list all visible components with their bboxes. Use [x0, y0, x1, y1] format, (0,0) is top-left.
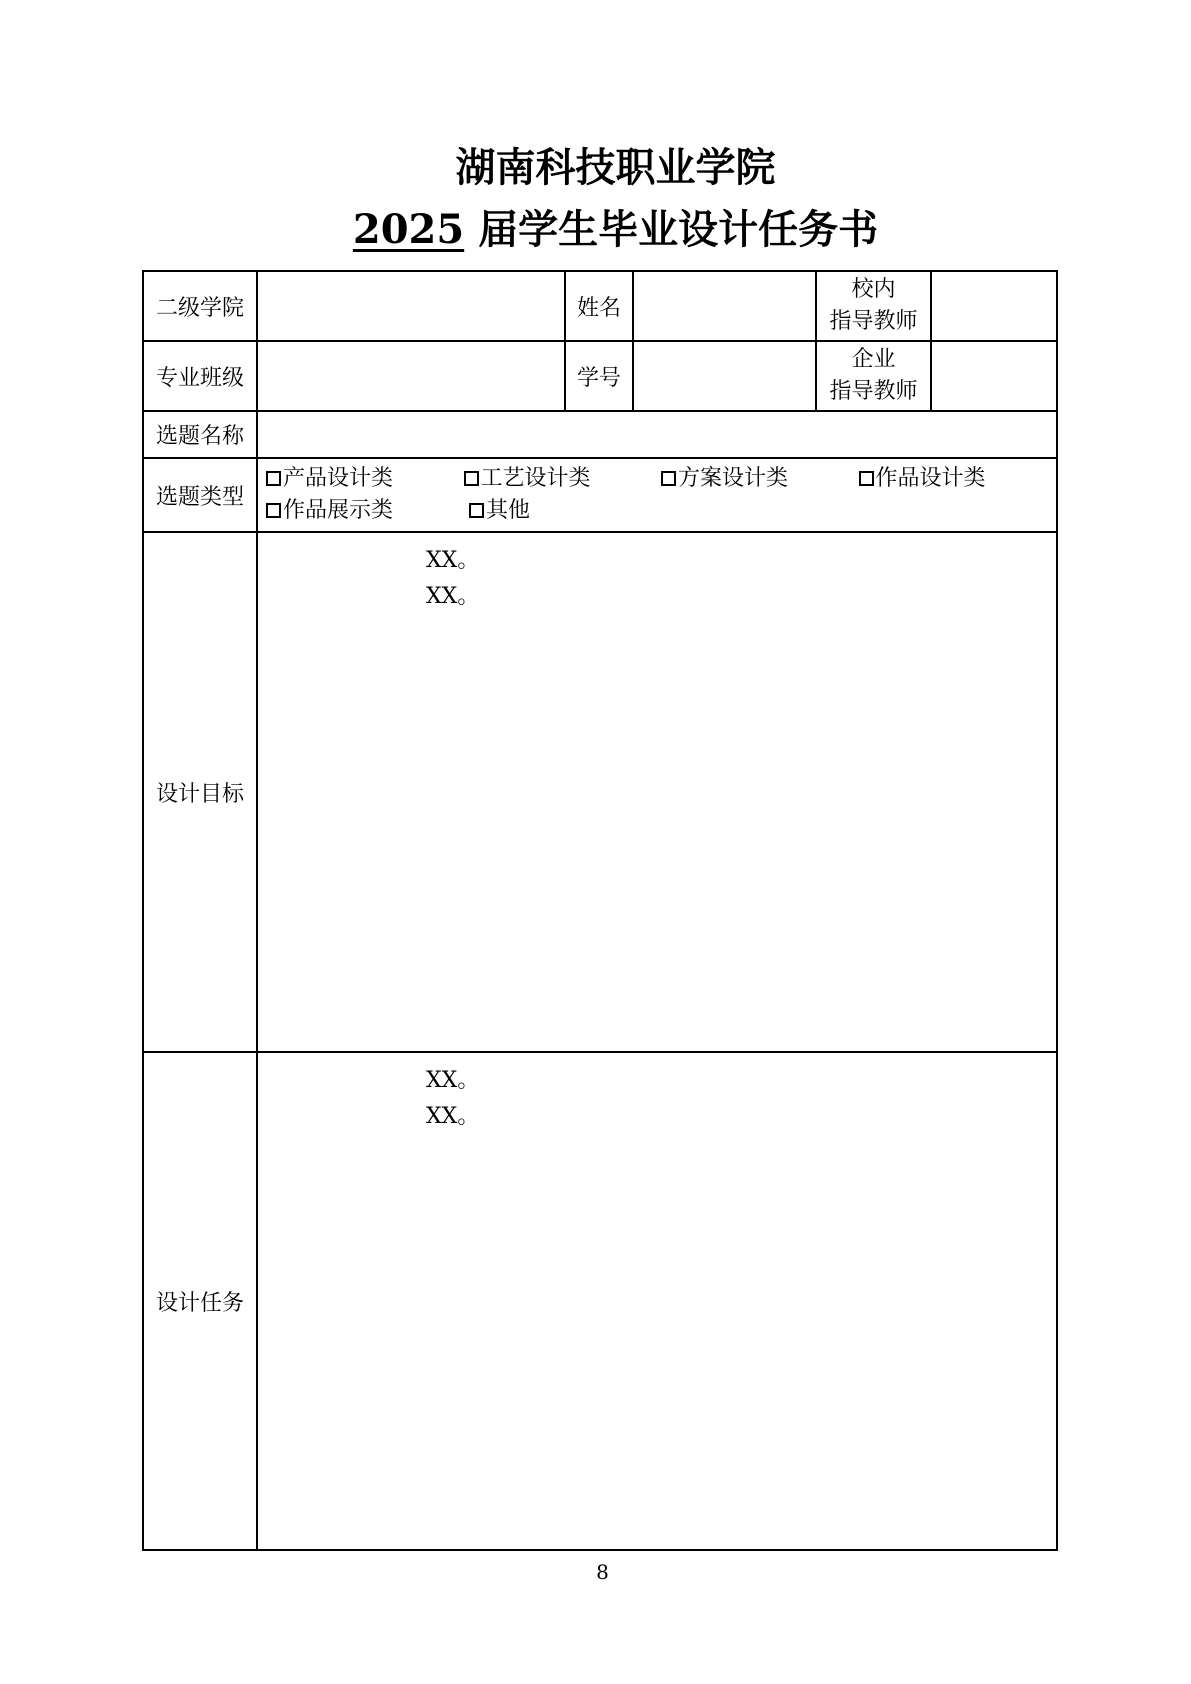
topic-type-option-label: 方案设计类 [678, 466, 789, 491]
design-task-field[interactable] [257, 1052, 1057, 1550]
topic-type-option-label: 作品设计类 [875, 466, 986, 491]
topic-type-label: 选题类型 [143, 458, 257, 532]
topic-type-option[interactable] [469, 495, 672, 527]
school-advisor-label-line1: 校内 [851, 277, 896, 302]
checkbox-icon[interactable] [859, 471, 874, 486]
name-label: 姓名 [565, 271, 633, 341]
subtitle-text: 届学生毕业设计任务书 [478, 206, 879, 253]
task-form-table [142, 270, 1058, 1551]
checkbox-icon[interactable] [266, 471, 281, 486]
student-id-field[interactable] [633, 341, 816, 411]
topic-type-option-label: 工艺设计类 [480, 466, 591, 491]
design-task-line: XX。 [426, 1068, 480, 1093]
design-goal-line: XX。 [426, 584, 480, 609]
school-advisor-field[interactable] [931, 271, 1057, 341]
college-field[interactable] [257, 271, 565, 341]
topic-type-option-label: 产品设计类 [283, 466, 394, 491]
topic-type-option[interactable] [859, 463, 1057, 495]
design-goal-field[interactable] [257, 532, 1057, 1052]
checkbox-icon[interactable] [469, 503, 484, 518]
company-advisor-label [816, 341, 931, 411]
topic-name-label: 选题名称 [143, 411, 257, 458]
company-advisor-field[interactable] [931, 341, 1057, 411]
school-advisor-label [816, 271, 931, 341]
topic-type-option[interactable] [266, 495, 469, 527]
topic-name-field[interactable] [257, 411, 1057, 458]
checkbox-icon[interactable] [661, 471, 676, 486]
company-advisor-label-line1: 企业 [851, 347, 896, 372]
page-number: 8 [596, 1560, 609, 1584]
topic-type-option[interactable] [661, 463, 859, 495]
topic-type-option[interactable] [464, 463, 662, 495]
name-field[interactable] [633, 271, 816, 341]
design-goal-line: XX。 [426, 548, 480, 573]
design-task-line: XX。 [426, 1104, 480, 1129]
company-advisor-label-line2: 指导教师 [829, 379, 918, 404]
school-advisor-label-line2: 指导教师 [829, 309, 918, 334]
graduation-year: 2025 [352, 206, 465, 253]
document-subtitle [0, 206, 1191, 254]
checkbox-icon[interactable] [266, 503, 281, 518]
topic-type-option[interactable] [266, 463, 464, 495]
student-id-label: 学号 [565, 341, 633, 411]
college-label: 二级学院 [143, 271, 257, 341]
topic-type-option-label: 其他 [486, 498, 531, 523]
major-class-label: 专业班级 [143, 341, 257, 411]
topic-type-options [257, 458, 1057, 532]
design-goal-label: 设计目标 [143, 532, 257, 1052]
checkbox-icon[interactable] [464, 471, 479, 486]
document-title: 湖南科技职业学院 [455, 144, 776, 191]
major-class-field[interactable] [257, 341, 565, 411]
design-task-label: 设计任务 [143, 1052, 257, 1550]
topic-type-option-label: 作品展示类 [283, 498, 394, 523]
